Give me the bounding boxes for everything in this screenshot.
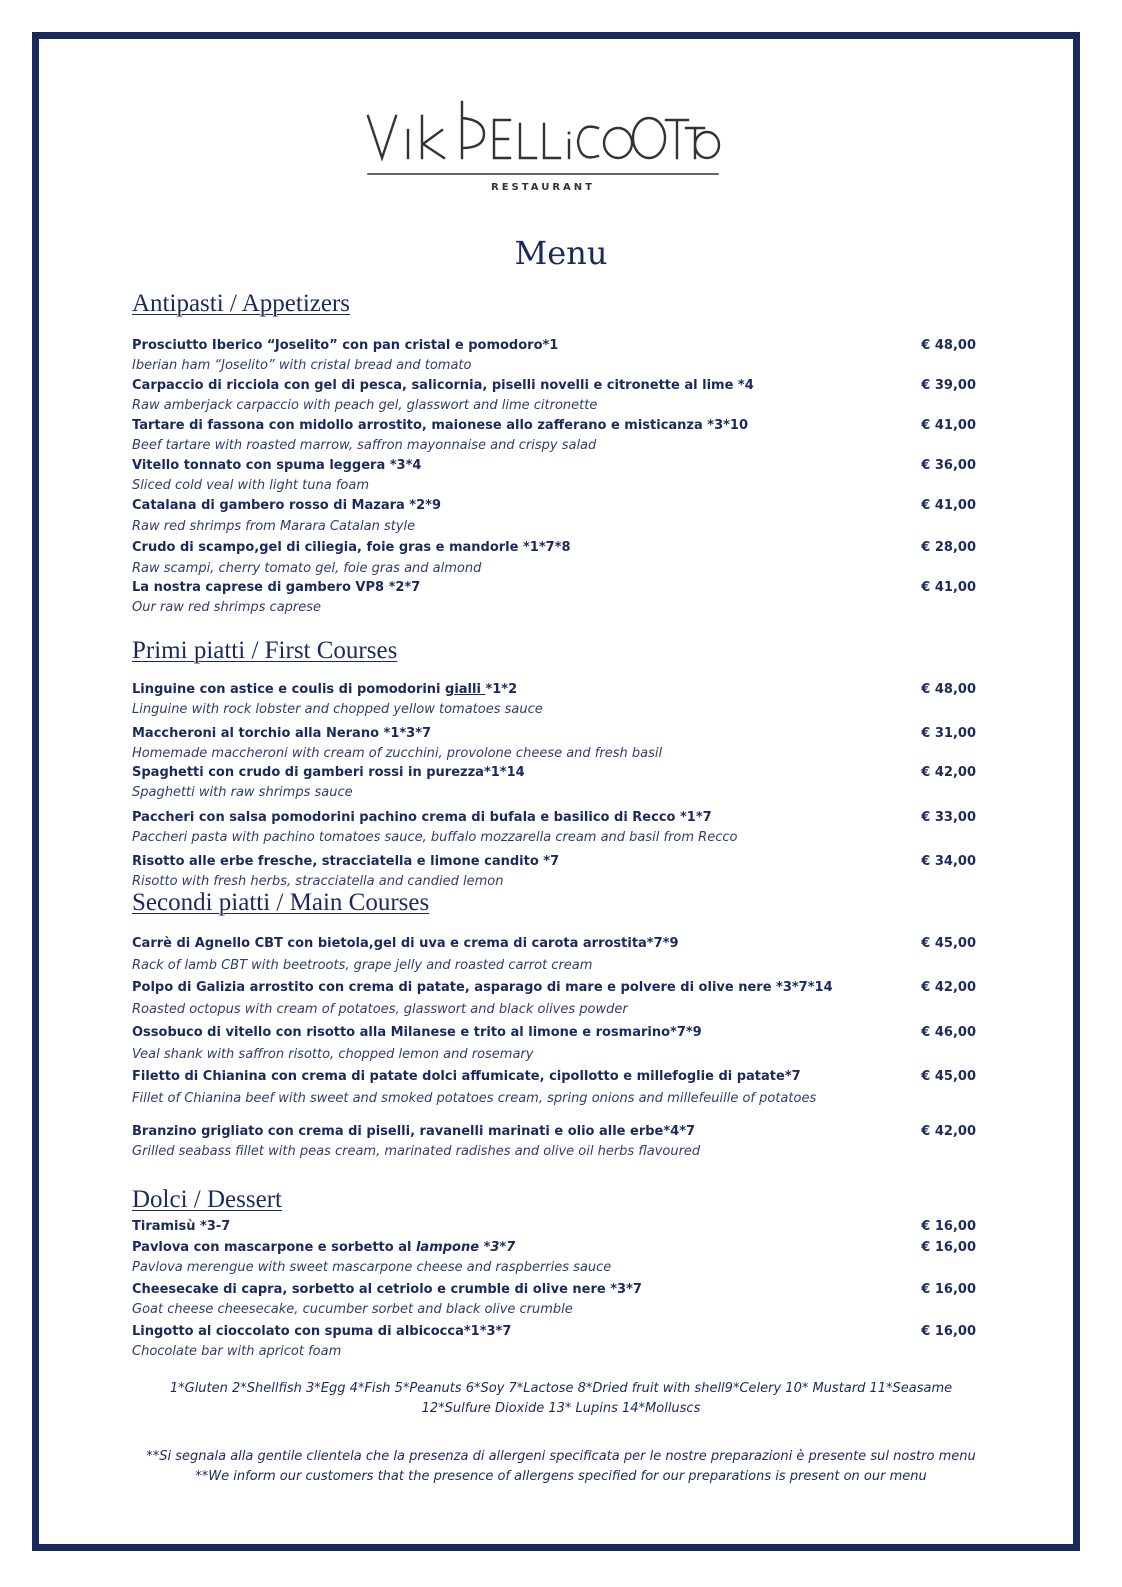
dish-price: € 16,00 [921,1324,976,1339]
dish-name: Filetto di Chianina con crema di patate dolci affumicate, cipollotto e millefoglie di patate*7 [132,1069,801,1084]
dish-price: € 31,00 [921,726,976,741]
dish-name: Vitello tonnato con spuma leggera *3*4 [132,458,422,473]
menu-item [132,852,976,892]
dish-name: Lingotto al cioccolato con spuma di albicocca*1*3*7 [132,1324,512,1339]
dish-name: Risotto alle erbe fresche, stracciatella e limone candito *7 [132,854,560,869]
dish-price: € 42,00 [921,980,976,995]
dish-price: € 16,00 [921,1240,976,1255]
menu-item [132,1217,976,1237]
dish-description: Raw red shrimps from Marara Catalan style [132,519,416,534]
dish-price: € 45,00 [921,936,976,951]
dish-description: Spaghetti with raw shrimps sauce [132,785,353,800]
allergen-legend-line: 12*Sulfure Dioxide 13* Lupins 14*Molluscs [421,1401,701,1416]
dish-price: € 41,00 [921,418,976,433]
dish-description: Beef tartare with roasted marrow, saffron mayonnaise and crispy salad [132,438,597,453]
dish-name: Tiramisù *3-7 [132,1219,231,1234]
dish-name: Prosciutto Iberico “Joselito” con pan cristal e pomodoro*1 [132,338,559,353]
dish-name: Paccheri con salsa pomodorini pachino crema di bufala e basilico di Recco *1*7 [132,810,712,825]
allergen-legend [0,1379,1122,1419]
dish-price: € 42,00 [921,1124,976,1139]
menu-item [132,934,976,976]
menu-item [132,336,976,376]
dish-price: € 42,00 [921,765,976,780]
dish-description: Pavlova merengue with sweet mascarpone cheese and raspberries sauce [132,1260,612,1275]
dish-description: Paccheri pasta with pachino tomatoes sauce, buffalo mozzarella cream and basil from Recco [132,830,738,845]
dish-name: Tartare di fassona con midollo arrostito, maionese allo zafferano e misticanza *3*10 [132,418,749,433]
dish-description: Our raw red shrimps caprese [132,600,322,615]
dish-description: Roasted octopus with cream of potatoes, glasswort and black olives powder [132,1002,628,1017]
dish-price: € 39,00 [921,378,976,393]
dish-name: La nostra caprese di gambero VP8 *2*7 [132,580,421,595]
section-heading-dolci: Dolci / Dessert [132,1186,282,1213]
dish-price: € 41,00 [921,498,976,513]
dish-price: € 45,00 [921,1069,976,1084]
dish-name: Polpo di Galizia arrostito con crema di patate, asparago di mare e polvere di olive nere *3*7*14 [132,980,833,995]
dish-price: € 34,00 [921,854,976,869]
dish-description: Raw amberjack carpaccio with peach gel, glasswort and lime citronette [132,398,598,413]
allergen-notice-italian: **Si segnala alla gentile clientela che la presenza di allergeni specificata per le nostre preparazioni è presente sul nostro menu [146,1449,976,1464]
dish-description: Veal shank with saffron risotto, chopped lemon and rosemary [132,1047,534,1062]
dish-price: € 41,00 [921,580,976,595]
dish-price: € 28,00 [921,540,976,555]
dish-name: Ossobuco di vitello con risotto alla Milanese e trito al limone e rosmarino*7*9 [132,1025,702,1040]
restaurant-logo [366,84,722,196]
dish-name: Carpaccio di ricciola con gel di pesca, salicornia, piselli novelli e citronette al lime *4 [132,378,754,393]
menu-item [132,808,976,848]
dish-name: Catalana di gambero rosso di Mazara *2*9 [132,498,441,513]
dish-description: Sliced cold veal with light tuna foam [132,478,369,493]
dish-name: Branzino grigliato con crema di piselli, ravanelli marinati e olio alle erbe*4*7 [132,1124,696,1139]
dish-name: Pavlova con mascarpone e sorbetto al lampone *3*7 [132,1240,516,1255]
menu-item [132,978,976,1020]
allergen-notice [0,1447,1122,1487]
menu-item [132,680,976,720]
dish-description: Homemade maccheroni with cream of zucchini, provolone cheese and fresh basil [132,746,663,761]
dish-name: Maccheroni al torchio alla Nerano *1*3*7 [132,726,432,741]
menu-item [132,1023,976,1065]
dish-name: Carrè di Agnello CBT con bietola,gel di uva e crema di carota arrostita*7*9 [132,936,679,951]
dish-description: Raw scampi, cherry tomato gel, foie gras and almond [132,561,482,576]
dish-description: Fillet of Chianina beef with sweet and smoked potatoes cream, spring onions and millefeuille of potatoes [132,1091,817,1106]
dish-name: Crudo di scampo,gel di ciliegia, foie gras e mandorle *1*7*8 [132,540,571,555]
dish-description: Linguine with rock lobster and chopped yellow tomatoes sauce [132,702,543,717]
dish-price: € 16,00 [921,1219,976,1234]
dish-price: € 48,00 [921,682,976,697]
menu-item [132,456,976,496]
menu-item [132,1280,976,1320]
menu-item [132,1322,976,1362]
svg-text:RESTAURANT: RESTAURANT [491,182,595,193]
dish-price: € 16,00 [921,1282,976,1297]
section-heading-primi: Primi piatti / First Courses [132,637,398,664]
menu-item [132,538,976,579]
dish-name: Linguine con astice e coulis di pomodorini gialli *1*2 [132,682,518,697]
menu-item [132,416,976,456]
menu-item [132,1067,976,1109]
dish-price: € 36,00 [921,458,976,473]
allergen-notice-english: **We inform our customers that the presence of allergens specified for our preparations is present on our menu [195,1469,927,1484]
dish-description: Chocolate bar with apricot foam [132,1344,342,1359]
menu-title: Menu [514,234,608,272]
dish-description: Grilled seabass fillet with peas cream, marinated radishes and olive oil herbs flavoured [132,1144,701,1159]
dish-description: Rack of lamb CBT with beetroots, grape jelly and roasted carrot cream [132,958,593,973]
section-heading-secondi: Secondi piatti / Main Courses [132,889,430,916]
dish-description: Goat cheese cheesecake, cucumber sorbet and black olive crumble [132,1302,573,1317]
dish-name: Cheesecake di capra, sorbetto al cetriolo e crumble di olive nere *3*7 [132,1282,642,1297]
menu-item [132,724,976,764]
allergen-legend-line: 1*Gluten 2*Shellfish 3*Egg 4*Fish 5*Peanuts 6*Soy 7*Lactose 8*Dried fruit with shell9*Celery 10* Mustard 11*Seasame [169,1381,953,1396]
section-heading-antipasti: Antipasti / Appetizers [132,290,351,317]
menu-item [132,496,976,537]
menu-item [132,763,976,803]
menu-item [132,1238,976,1278]
dish-price: € 48,00 [921,338,976,353]
menu-item [132,578,976,618]
dish-description: Iberian ham “Joselito” with cristal bread and tomato [132,358,472,373]
dish-price: € 46,00 [921,1025,976,1040]
dish-price: € 33,00 [921,810,976,825]
menu-item [132,376,976,416]
dish-description: Risotto with fresh herbs, stracciatella and candied lemon [132,874,504,889]
dish-name: Spaghetti con crudo di gamberi rossi in purezza*1*14 [132,765,525,780]
menu-item [132,1122,976,1162]
